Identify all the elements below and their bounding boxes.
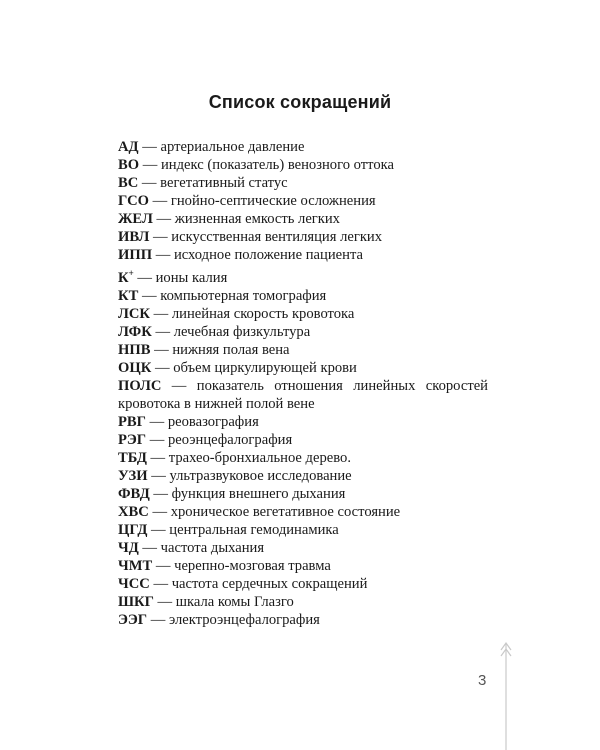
list-item	[118, 539, 488, 557]
list-item	[118, 413, 488, 431]
definition: — компьютерная томография	[138, 288, 327, 304]
page-title: Список сокращений	[208, 92, 392, 112]
list-item	[118, 377, 488, 413]
abbreviation: ЧМТ	[118, 558, 153, 574]
definition: — функция внешнего дыхания	[149, 486, 346, 502]
definition: — центральная гемодинамика	[147, 522, 339, 538]
list-item	[118, 210, 488, 228]
list-item	[118, 174, 488, 192]
list-item	[118, 323, 488, 341]
definition: — искусственная вентиляция легких	[149, 229, 383, 245]
abbreviation: НПВ	[118, 342, 151, 358]
abbreviation: ЧСС	[118, 576, 150, 592]
abbreviation: ЧД	[118, 540, 139, 556]
definition: — ионы калия	[133, 270, 228, 286]
abbreviation: ИВЛ	[118, 229, 150, 245]
definition: — реовазография	[145, 414, 259, 430]
definition: — черепно-мозговая травма	[152, 558, 331, 574]
list-item	[118, 557, 488, 575]
abbreviation: ВС	[118, 175, 139, 191]
superscript-plus: +	[128, 268, 134, 278]
definition: — индекс (показатель) венозного оттока	[139, 157, 394, 173]
list-item	[118, 521, 488, 539]
definition: — гнойно-септические осложнения	[148, 193, 376, 209]
list-item	[118, 305, 488, 323]
list-item	[118, 611, 488, 629]
list-item	[118, 485, 488, 503]
definition: — нижняя полая вена	[150, 342, 290, 358]
abbreviation: ФВД	[118, 486, 150, 502]
abbreviation-letter: К	[118, 270, 129, 286]
list-item	[118, 228, 488, 246]
abbreviation: ХВС	[118, 504, 149, 520]
abbreviation: АД	[118, 139, 139, 155]
list-item	[118, 359, 488, 377]
abbreviation: ГСО	[118, 193, 149, 209]
abbreviation: ПОЛС	[118, 378, 162, 394]
abbreviation: ЭЭГ	[118, 612, 148, 628]
abbreviation: РЭГ	[118, 432, 147, 448]
abbreviation: РВГ	[118, 414, 146, 430]
abbreviation: КТ	[118, 288, 139, 304]
definition: — лечебная физкультура	[151, 324, 311, 340]
list-item	[118, 192, 488, 210]
abbreviation	[118, 270, 134, 286]
list-item	[118, 246, 488, 264]
definition: — частота сердечных сокращений	[149, 576, 368, 592]
abbreviation: ИПП	[118, 247, 153, 263]
abbreviation: ТБД	[118, 450, 147, 466]
definition: — трахео-бронхиальное дерево.	[146, 450, 351, 466]
list-item	[118, 503, 488, 521]
list-item	[118, 575, 488, 593]
abbreviation: ВО	[118, 157, 140, 173]
list-item	[118, 264, 488, 287]
definition: — объем циркулирующей крови	[151, 360, 357, 376]
abbreviation: ЖЕЛ	[118, 211, 153, 227]
abbreviation-list	[118, 138, 488, 629]
arrow-up-icon	[498, 640, 514, 750]
definition: — ультразвуковое исследование	[147, 468, 352, 484]
list-item	[118, 449, 488, 467]
definition: — хроническое вегетативное состояние	[148, 504, 401, 520]
abbreviation: ОЦК	[118, 360, 152, 376]
definition: — частота дыхания	[138, 540, 265, 556]
list-item	[118, 287, 488, 305]
definition: — линейная скорость кровотока	[150, 306, 355, 322]
definition: — исходное положение пациента	[152, 247, 363, 263]
list-item	[118, 467, 488, 485]
definition: — жизненная емкость легких	[152, 211, 340, 227]
abbreviation: ЛСК	[118, 306, 150, 322]
abbreviation: УЗИ	[118, 468, 148, 484]
abbreviation: ШКГ	[118, 594, 154, 610]
definition: — реоэнцефалография	[146, 432, 293, 448]
list-item	[118, 138, 488, 156]
definition: — артериальное давление	[138, 139, 305, 155]
abbreviation: ЛФК	[118, 324, 152, 340]
page-number: 3	[478, 672, 487, 689]
list-item	[118, 431, 488, 449]
list-item	[118, 156, 488, 174]
definition: — показатель отношения линейных скоростей кровотока в нижней полой вене	[118, 378, 488, 412]
definition: — шкала комы Глазго	[153, 594, 294, 610]
list-item	[118, 593, 488, 611]
abbreviation: ЦГД	[118, 522, 148, 538]
definition: — вегетативный статус	[138, 175, 288, 191]
list-item	[118, 341, 488, 359]
definition: — электроэнцефалография	[147, 612, 320, 628]
